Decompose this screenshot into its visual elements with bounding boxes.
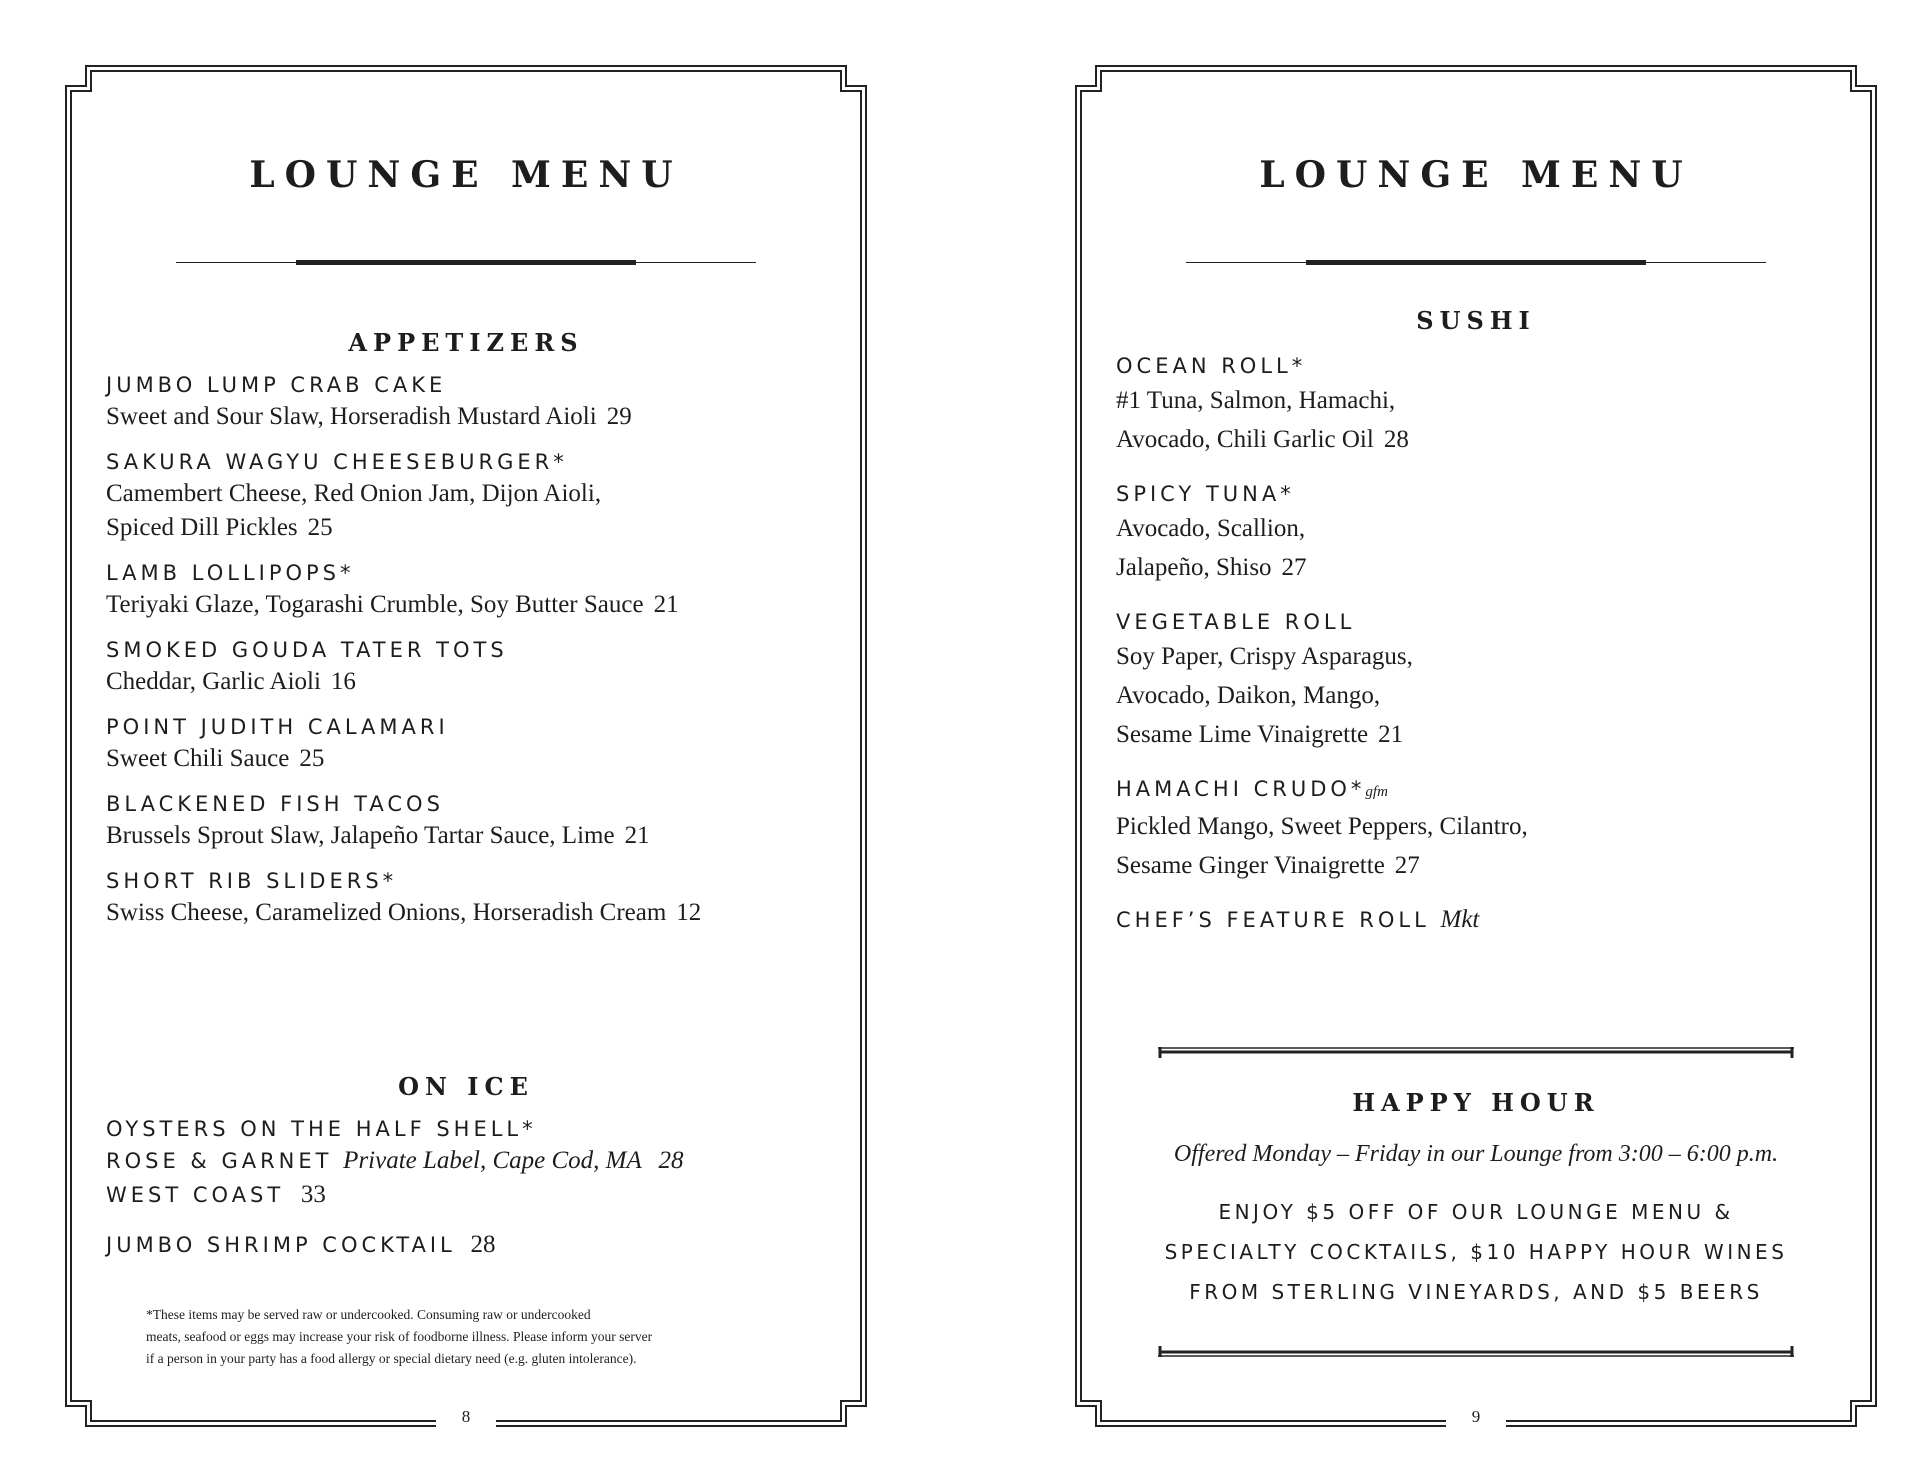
item-name: VEGETABLE ROLL [1116, 610, 1356, 634]
item-name: BLACKENED FISH TACOS [106, 792, 444, 816]
oyster-variety-name: ROSE & GARNET [106, 1149, 333, 1173]
menu-item [106, 1114, 826, 1212]
item-price: 25 [307, 514, 333, 541]
item-price: 27 [1281, 554, 1307, 581]
item-description: Soy Paper, Crispy Asparagus, [1116, 643, 1413, 670]
item-description: Sweet and Sour Slaw, Horseradish Mustard Aioli [106, 403, 597, 430]
item-description: Sesame Lime Vinaigrette [1116, 721, 1369, 748]
happy-hour-bottom-rule [1158, 1346, 1794, 1358]
item-price: 33 [300, 1181, 326, 1208]
deal-line: ENJOY $5 OFF OF OUR LOUNGE MENU & [1218, 1200, 1734, 1224]
disclaimer-line: *These items may be served raw or undercooked. Consuming raw or undercooked [146, 1307, 591, 1322]
page-number: 8 [436, 1407, 496, 1427]
page-title: LOUNGE MENU [249, 154, 683, 196]
item-price: 21 [624, 822, 650, 849]
happy-hour-schedule: Offered Monday – Friday in our Lounge from 3:00 – 6:00 p.m. [1173, 1141, 1779, 1167]
section-heading-happy-hour: HAPPY HOUR [1352, 1088, 1600, 1117]
item-description: Sweet Chili Sauce [106, 745, 290, 772]
menu-item [106, 1230, 826, 1260]
menu-item [106, 635, 826, 699]
menu-item [1116, 607, 1836, 754]
item-price: 25 [299, 745, 325, 772]
menu-item [1116, 479, 1836, 587]
item-description: Avocado, Scallion, [1116, 515, 1306, 542]
item-price: 28 [470, 1231, 496, 1258]
appetizers-section [106, 328, 826, 930]
disclaimer-line: meats, seafood or eggs may increase your risk of foodborne illness. Please inform your server [146, 1329, 653, 1344]
item-price: 16 [330, 668, 356, 695]
menu-item [1116, 905, 1836, 935]
item-name: SMOKED GOUDA TATER TOTS [106, 638, 508, 662]
item-price: 28 [658, 1147, 684, 1174]
item-description: Cheddar, Garlic Aioli [106, 668, 321, 695]
item-name: JUMBO SHRIMP COCKTAIL [106, 1233, 456, 1257]
item-description: Pickled Mango, Sweet Peppers, Cilantro, [1116, 813, 1528, 840]
item-price: 29 [606, 403, 632, 430]
item-price: 27 [1394, 852, 1420, 879]
on-ice-section [106, 1072, 826, 1260]
menu-item [1116, 351, 1836, 459]
section-heading-on-ice: ON ICE [398, 1072, 534, 1101]
menu-item [106, 712, 826, 776]
item-description: Camembert Cheese, Red Onion Jam, Dijon Aioli, [106, 480, 602, 507]
item-name: HAMACHI CRUDO* [1116, 777, 1366, 801]
happy-hour-deal [1158, 1192, 1794, 1312]
item-price: 21 [1378, 721, 1404, 748]
sushi-section [1116, 306, 1836, 935]
item-description: Jalapeño, Shiso [1116, 554, 1272, 581]
item-name: SAKURA WAGYU CHEESEBURGER* [106, 450, 568, 474]
happy-hour-box [1158, 1046, 1794, 1356]
item-price: Mkt [1440, 906, 1480, 933]
menu-item [106, 866, 826, 930]
gluten-free-tag: gfm [1365, 784, 1388, 800]
item-name: POINT JUDITH CALAMARI [106, 715, 449, 739]
item-description: Avocado, Daikon, Mango, [1116, 682, 1381, 709]
item-name: LAMB LOLLIPOPS* [106, 561, 355, 585]
item-name: SPICY TUNA* [1116, 482, 1295, 506]
menu-page-left [66, 66, 866, 1426]
item-price: 28 [1383, 426, 1409, 453]
menu-item [106, 447, 826, 545]
page-title: LOUNGE MENU [1259, 154, 1693, 196]
item-name: OYSTERS ON THE HALF SHELL* [106, 1117, 537, 1141]
item-description: Spiced Dill Pickles [106, 514, 298, 541]
item-name: OCEAN ROLL* [1116, 354, 1307, 378]
deal-line: SPECIALTY COCKTAILS, $10 HAPPY HOUR WINES [1164, 1240, 1788, 1264]
menu-item [1116, 774, 1836, 885]
item-description: Avocado, Chili Garlic Oil [1116, 426, 1374, 453]
item-description: #1 Tuna, Salmon, Hamachi, [1116, 387, 1396, 414]
happy-hour-content [1158, 1088, 1794, 1312]
item-name: CHEF’S FEATURE ROLL [1116, 908, 1430, 932]
item-description: Brussels Sprout Slaw, Jalapeño Tartar Sauce, Lime [106, 822, 615, 849]
menu-item [106, 789, 826, 853]
item-price: 21 [653, 591, 679, 618]
section-heading-appetizers: APPETIZERS [348, 328, 584, 357]
menu-page-right [1076, 66, 1876, 1426]
title-divider [1186, 258, 1766, 268]
title-divider [176, 258, 756, 268]
menu-item [106, 370, 826, 434]
item-price: 12 [676, 899, 702, 926]
section-heading-sushi: SUSHI [1416, 306, 1536, 335]
deal-line: FROM STERLING VINEYARDS, AND $5 BEERS [1189, 1280, 1763, 1304]
item-description: Swiss Cheese, Caramelized Onions, Horseradish Cream [106, 899, 667, 926]
oyster-variety-name: WEST COAST [106, 1183, 285, 1207]
item-name: JUMBO LUMP CRAB CAKE [106, 373, 447, 397]
item-description: Sesame Ginger Vinaigrette [1116, 852, 1385, 879]
oyster-variety-origin: Private Label, Cape Cod, MA [343, 1147, 642, 1174]
happy-hour-top-rule [1158, 1046, 1794, 1058]
disclaimer [146, 1304, 786, 1370]
page-number: 9 [1446, 1407, 1506, 1427]
item-description: Teriyaki Glaze, Togarashi Crumble, Soy Butter Sauce [106, 591, 644, 618]
disclaimer-line: if a person in your party has a food allergy or special dietary need (e.g. gluten intolerance). [146, 1351, 637, 1366]
menu-item [106, 558, 826, 622]
item-name: SHORT RIB SLIDERS* [106, 869, 398, 893]
